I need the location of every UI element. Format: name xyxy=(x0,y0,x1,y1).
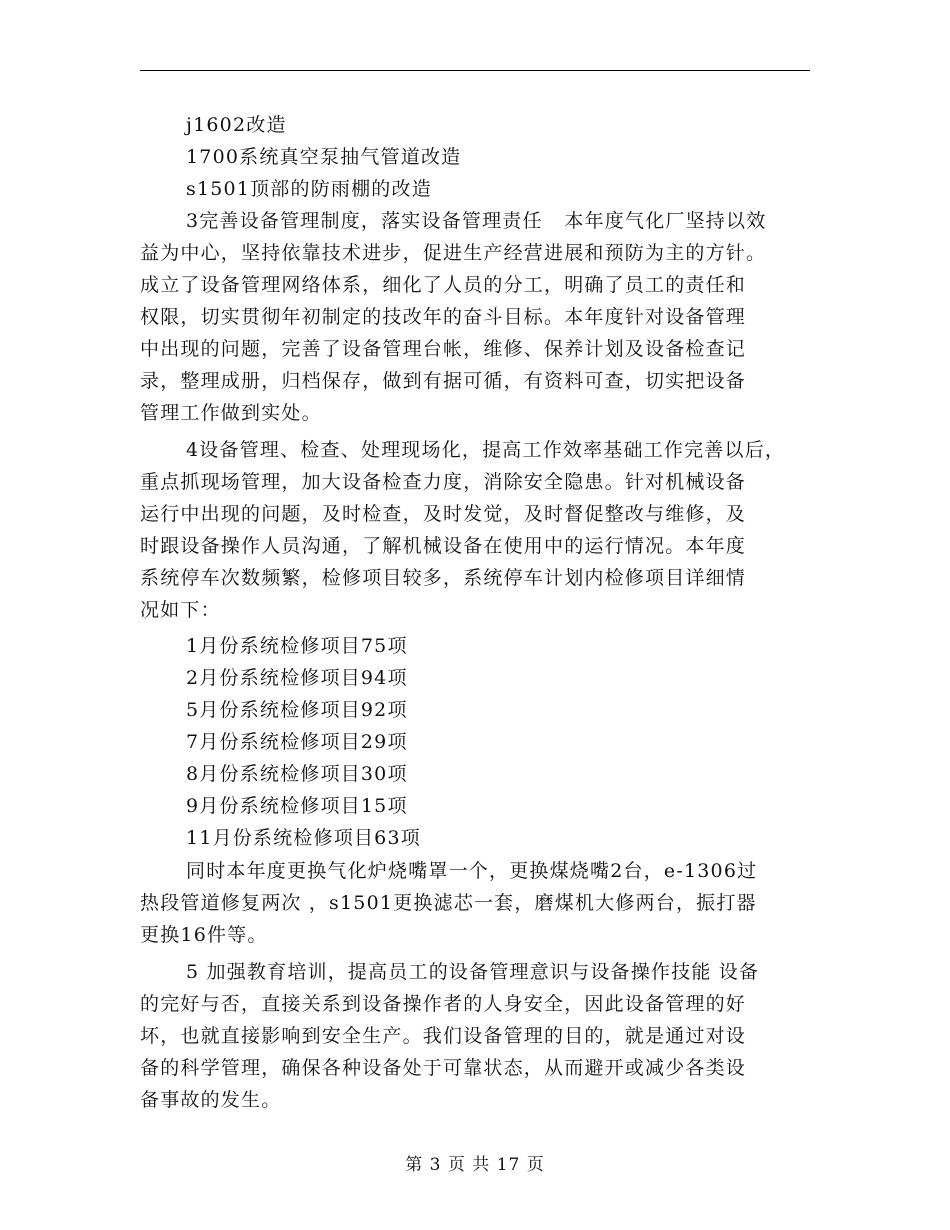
list-item: 7月份系统检修项目29项 xyxy=(186,731,408,753)
text-line: 4设备管理、检查、处理现场化，提高工作效率基础工作完善以后， xyxy=(186,439,786,461)
text-line: 管理工作做到实处。 xyxy=(140,402,322,424)
text-line: 中出现的问题，完善了设备管理台帐，维修、保养计划及设备检查记 xyxy=(140,338,747,360)
text-line: 1700系统真空泵抽气管道改造 xyxy=(186,146,462,168)
text-line: 坏，也就直接影响到安全生产。我们设备管理的目的，就是通过对设 xyxy=(140,1025,747,1047)
list-item: 8月份系统检修项目30项 xyxy=(186,763,408,785)
page-number-footer: 第 3 页 共 17 页 xyxy=(405,1155,545,1175)
text-line: 重点抓现场管理，加大设备检查力度，消除安全隐患。针对机械设备 xyxy=(140,471,747,493)
text-line: 况如下： xyxy=(140,599,221,621)
text-line: 备的科学管理，确保各种设备处于可靠状态，从而避开或减少各类设 xyxy=(140,1057,747,1079)
text-line: 热段管道修复两次 ，s1501更换滤芯一套，磨煤机大修两台，振打器 xyxy=(140,892,757,914)
text-line: 录，整理成册，归档保存，做到有据可循，有资料可查，切实把设备 xyxy=(140,370,747,392)
text-line: 运行中出现的问题，及时检查，及时发觉，及时督促整改与维修，及 xyxy=(140,503,747,525)
text-line: 5 加强教育培训，提高员工的设备管理意识与设备操作技能 设备 xyxy=(186,961,760,983)
text-line: s1501顶部的防雨棚的改造 xyxy=(186,178,432,200)
text-line: 时跟设备操作人员沟通，了解机械设备在使用中的运行情况。本年度 xyxy=(140,535,747,557)
list-item: 1月份系统检修项目75项 xyxy=(186,635,408,657)
text-line: 益为中心，坚持依靠技术进步，促进生产经营进展和预防为主的方针。 xyxy=(140,242,767,264)
list-item: 2月份系统检修项目94项 xyxy=(186,667,408,689)
text-line: j1602改造 xyxy=(186,114,287,136)
text-line: 备事故的发生。 xyxy=(140,1089,282,1111)
header-rule xyxy=(140,70,810,71)
text-line: 权限，切实贯彻年初制定的技改年的奋斗目标。本年度针对设备管理 xyxy=(140,306,747,328)
text-line: 更换16件等。 xyxy=(140,924,268,946)
list-item: 9月份系统检修项目15项 xyxy=(186,795,408,817)
text-line: 同时本年度更换气化炉烧嘴罩一个，更换煤烧嘴2台，e-1306过 xyxy=(186,860,758,882)
list-item: 11月份系统检修项目63项 xyxy=(186,827,421,849)
text-line: 的完好与否，直接关系到设备操作者的人身安全，因此设备管理的好 xyxy=(140,993,747,1015)
text-line: 成立了设备管理网络体系，细化了人员的分工，明确了员工的责任和 xyxy=(140,274,747,296)
list-item: 5月份系统检修项目92项 xyxy=(186,699,408,721)
text-line: 系统停车次数频繁，检修项目较多，系统停车计划内检修项目详细情 xyxy=(140,567,747,589)
text-line: 3完善设备管理制度，落实设备管理责任 本年度气化厂坚持以效 xyxy=(186,210,767,232)
